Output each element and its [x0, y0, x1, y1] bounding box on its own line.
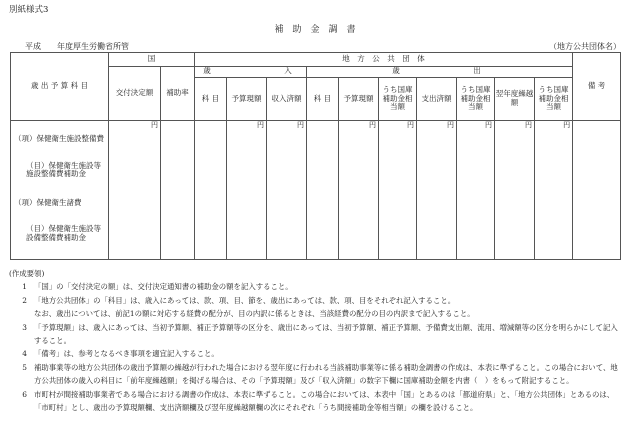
national-subsidy-2-cell: 円	[457, 120, 495, 259]
revenue-subject-cell	[195, 120, 227, 259]
header-revenue-subject: 科 目	[195, 77, 227, 120]
subsidy-table	[10, 52, 621, 260]
header-budget-item: 歳 出 予 算 科 目	[11, 53, 109, 121]
form-id: 別紙様式3	[9, 5, 49, 15]
budget-item-2: （目）保健衛生施設等施設整備費補助金	[26, 160, 101, 179]
note-1	[9, 280, 623, 293]
budget-item-1: （項）保健衛生施設整備費	[14, 133, 104, 143]
header-country: 国	[109, 53, 195, 67]
header-received: 収入済額	[267, 77, 307, 120]
budget-items-list	[14, 121, 105, 243]
revenue-budget-cell: 円	[227, 120, 267, 259]
note-3	[9, 321, 623, 348]
note-text: 「予算現額」は、歳入にあっては、当初予算額、補正予算額等の区分を、歳出にあっては、当初予算額、補正予算額、予備費支出額、流用、増減額等の区分を明らかにして記入すること。	[34, 322, 618, 346]
note-text: 補助事業等の地方公共団体の歳出予算額の繰越が行われた場合における翌年度に行われる当該補助事業等に係る補助金調書の作成は、本表に準ずること。この場合において、地方公共団体の歳入の科目に「前年度繰越額」を掲げる場合は、その「予算現額」及び「収入済額」の数字下欄に国庫補助金額を内書（ ）をもって附記すること。	[34, 362, 618, 386]
preparation-notes	[9, 267, 623, 414]
note-number: 5	[22, 362, 27, 372]
header-expenditure-budget: 予算現額	[339, 77, 379, 120]
paid-cell: 円	[417, 120, 457, 259]
received-cell: 円	[267, 120, 307, 259]
expenditure-subject-cell	[307, 120, 339, 259]
subsidy-rate-cell	[161, 120, 195, 259]
document-title: 補 助 金 調 書	[274, 25, 356, 35]
header-local-government: 地 方 公 共 団 体	[195, 53, 573, 67]
decision-amount-cell: 円	[109, 120, 161, 259]
remarks-cell	[573, 120, 621, 259]
budget-item-3: （項）保健衛生諸費	[14, 197, 82, 207]
note-6	[9, 388, 623, 415]
note-number: 6	[22, 389, 27, 399]
budget-items-cell	[11, 120, 109, 259]
note-text: 「備考」は、参考となるべき事項を適宜記入すること。	[34, 349, 219, 359]
header-carryover: 翌年度繰越額	[495, 77, 535, 120]
national-subsidy-1-cell: 円	[379, 120, 417, 259]
header-national-subsidy-3: うち国庫補助金相当額	[535, 77, 573, 120]
note-number: 1	[22, 282, 27, 292]
expenditure-budget-cell: 円	[339, 120, 379, 259]
note-number: 3	[22, 322, 27, 332]
note-number: 4	[22, 349, 27, 359]
header-paid: 支出済額	[417, 77, 457, 120]
header-expenditure-subject: 科 目	[307, 77, 339, 120]
note-text: 市町村が間接補助事業者である場合における調書の作成は、本表に準ずること。この場合においては、本表中「国」とあるのは「都道府県」と、「地方公共団体」とあるのは、「市町村」とし、歳出の予算現額欄、支出済額欄及び翌年度繰越額欄の次にそれぞれ「うち間接補助金等相当額」の欄を設けること。	[34, 389, 615, 413]
header-revenue: 歳 入	[195, 66, 307, 77]
note-4	[9, 347, 623, 360]
note-text: 「国」の「交付決定の額」は、交付決定通知書の補助金の額を記入すること。	[34, 282, 293, 292]
local-government-label: （地方公共団体名）	[549, 42, 621, 51]
note-text: なお、歳出については、前記1の額に対応する経費の配分が、目の内訳に係るときは、当該経費の配分の目の内訳まで記入すること。	[34, 309, 475, 319]
header-national-subsidy-1: うち国庫補助金相当額	[379, 77, 417, 120]
budget-item-4: （目）保健衛生施設等設備整備費補助金	[26, 224, 101, 243]
note-5	[9, 361, 623, 388]
national-subsidy-3-cell: 円	[535, 120, 573, 259]
header-subsidy-rate: 補助率	[161, 66, 195, 120]
header-decision-amount: 交付決定額	[109, 66, 161, 120]
note-2-continued	[9, 307, 623, 320]
note-2	[9, 294, 623, 307]
note-number: 2	[22, 295, 27, 305]
header-expenditure: 歳 出	[307, 66, 573, 77]
note-text: 「地方公共団体」の「科目」は、歳入にあっては、款、項、目、節を、歳出にあっては、款、項、目をそれぞれ記入すること。	[34, 295, 456, 305]
carryover-cell: 円	[495, 120, 535, 259]
header-revenue-budget: 予算現額	[227, 77, 267, 120]
table-body-row	[11, 120, 621, 259]
notes-heading: (作成要領)	[9, 269, 45, 278]
fiscal-year-label: 平成 年度厚生労働省所管	[25, 42, 129, 51]
header-remarks: 備 考	[573, 53, 621, 121]
header-national-subsidy-2: うち国庫補助金相当額	[457, 77, 495, 120]
